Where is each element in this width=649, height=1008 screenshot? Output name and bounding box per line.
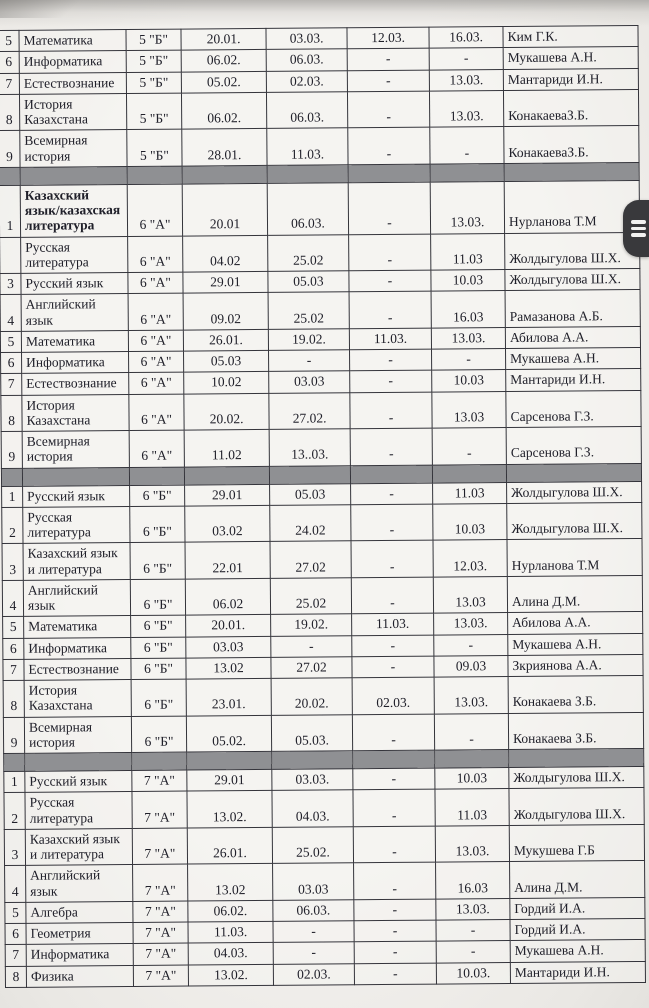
separator-cell [20, 166, 127, 185]
class-cell: 5 "Б" [126, 93, 181, 130]
date-cell: 13.03. [434, 677, 508, 714]
row-number-cell: 8 [5, 966, 26, 987]
subject-cell: Физика [26, 965, 133, 987]
subject-cell: Русская литература [21, 236, 128, 273]
date-cell: 11.03. [267, 128, 348, 165]
date-cell: 26.01. [183, 329, 268, 351]
exam-schedule-table [0, 25, 646, 988]
teacher-cell: Жолдыгулова Ш.Х. [505, 268, 640, 290]
date-cell: 06.03. [267, 183, 348, 235]
table-row [5, 861, 645, 903]
date-cell: 11.03 [435, 789, 509, 826]
teacher-cell: Нурланова Т.М [507, 539, 642, 577]
date-cell: 11.03. [349, 328, 431, 350]
date-cell: 27.02 [270, 541, 351, 578]
date-cell: 29.01 [183, 271, 268, 293]
row-number-cell: 3 [0, 273, 21, 294]
class-cell: 7 "А" [133, 965, 188, 987]
teacher-cell: Рамазанова А.Б. [505, 290, 640, 328]
subject-cell: Русская литература [23, 506, 130, 543]
table-row [1, 390, 641, 432]
separator-cell [129, 467, 184, 485]
class-cell: 7 "А" [132, 791, 187, 828]
date-cell: 23.01. [186, 678, 271, 715]
date-cell: 10.03 [431, 270, 505, 292]
date-cell: 29.01 [187, 769, 272, 791]
date-cell: - [271, 635, 352, 657]
date-cell: 13..03. [269, 429, 350, 466]
subject-cell: Математика [24, 616, 131, 638]
date-cell: 03.02 [185, 505, 270, 542]
subject-cell: Английский язык [21, 294, 128, 331]
teacher-cell: Мантариди И.Н. [510, 961, 645, 983]
subject-cell: Информатика [24, 637, 131, 659]
row-number-cell: 3 [2, 544, 23, 581]
row-number-cell: 4 [5, 866, 26, 903]
date-cell: - [352, 656, 434, 678]
separator-cell [435, 750, 509, 769]
date-cell: - [353, 789, 435, 826]
separator-cell [272, 751, 353, 770]
row-number-cell [0, 237, 21, 274]
row-number-cell: 2 [2, 507, 23, 544]
subject-cell: История Казахстана [24, 680, 131, 717]
row-number-cell: 1 [2, 486, 23, 507]
subject-cell: История Казахстана [22, 394, 129, 431]
teacher-cell: Жолдыгулова Ш.Х. [507, 481, 642, 503]
date-cell: 05.03 [270, 483, 351, 505]
row-number-cell: 1 [0, 185, 21, 237]
date-cell: - [354, 862, 436, 899]
subject-cell: Математика [19, 30, 126, 52]
class-cell: 5 "Б" [126, 50, 181, 72]
row-number-cell: 5 [0, 30, 19, 51]
row-number-cell: 5 [3, 617, 24, 638]
subject-cell: Казахский язык и литература [25, 828, 132, 865]
teacher-cell: Мукашева А.Н. [503, 47, 638, 69]
table-row [2, 502, 642, 544]
date-cell: 02.03. [266, 70, 347, 92]
table-row [0, 89, 639, 131]
date-cell: 10.03. [436, 962, 510, 984]
separator-cell [350, 465, 432, 484]
date-cell: 13.03. [429, 90, 503, 127]
date-cell: - [352, 714, 434, 751]
teacher-cell: КонакаеваЗ.Б. [503, 89, 638, 127]
row-number-cell: 7 [5, 945, 26, 966]
date-cell: - [273, 942, 354, 964]
row-number-cell: 2 [4, 793, 25, 830]
separator-cell [504, 162, 639, 181]
row-number-cell: 9 [1, 431, 22, 468]
row-number-cell: 1 [4, 771, 25, 792]
separator-cell [509, 748, 644, 767]
date-cell: 09.03 [434, 655, 508, 677]
date-cell: 20.01. [186, 615, 271, 637]
table-row [0, 180, 640, 237]
date-cell: 09.02 [183, 293, 268, 330]
table-row [3, 675, 643, 717]
date-cell: 11.03 [431, 233, 505, 270]
date-cell: - [349, 291, 431, 328]
date-cell: 20.02. [184, 393, 269, 430]
date-cell: 16.03 [431, 291, 505, 328]
teacher-cell: Мантариди И.Н. [503, 68, 638, 90]
date-cell: - [347, 91, 429, 128]
date-cell: 06.03. [266, 92, 347, 129]
date-cell: 03.03 [269, 371, 350, 393]
date-cell: - [436, 941, 510, 963]
date-cell: - [352, 635, 434, 657]
separator-cell [267, 165, 348, 184]
table-row [1, 426, 641, 468]
teacher-cell: Мукашева А.Н. [508, 633, 643, 655]
row-number-cell: 6 [1, 352, 22, 373]
table-row [5, 961, 645, 987]
separator-cell [127, 166, 182, 184]
date-cell: - [436, 920, 510, 942]
subject-cell: Информатика [22, 352, 129, 374]
date-cell: 19.02. [271, 614, 352, 636]
date-cell: 12.03. [347, 27, 429, 49]
class-cell: 6 "Б" [130, 485, 185, 507]
teacher-cell: Абилова А.А. [508, 612, 643, 634]
date-cell: - [351, 504, 433, 541]
teacher-cell: Жолдыгулова Ш.Х. [509, 788, 644, 826]
separator-cell [1, 468, 22, 486]
subject-cell: Информатика [19, 51, 126, 73]
date-cell: - [349, 270, 431, 292]
table-row [4, 788, 644, 830]
class-cell: 7 "А" [133, 864, 188, 901]
date-cell: 13.03. [431, 327, 505, 349]
class-cell: 6 "А" [129, 351, 184, 373]
date-cell: - [350, 428, 432, 465]
date-cell: 25.02 [268, 292, 349, 329]
table-row [2, 539, 642, 581]
subject-cell: Информатика [26, 944, 133, 966]
teacher-cell: Мантариди И.Н. [506, 369, 641, 391]
date-cell: 25.02 [270, 578, 351, 615]
date-cell: 27.02. [269, 392, 350, 429]
teacher-cell: КонакаеваЗ.Б. [504, 126, 639, 164]
date-cell: 13.03. [430, 181, 504, 233]
row-number-cell: 6 [3, 638, 24, 659]
subject-cell: Естествознание [19, 72, 126, 94]
subject-cell: Геометрия [26, 922, 133, 944]
date-cell: 06.03. [266, 49, 347, 71]
row-number-cell: 9 [3, 717, 24, 754]
date-cell: 22.01 [185, 542, 270, 579]
date-cell: 29.01 [185, 484, 270, 506]
subject-cell: Казахский язык/казахская литература [20, 184, 127, 237]
date-cell: 20.02. [271, 678, 352, 715]
date-cell: 13.03. [435, 825, 509, 862]
date-cell: 03.03 [273, 863, 354, 900]
class-cell: 6 "А" [127, 184, 182, 236]
class-cell: 6 "А" [129, 394, 184, 431]
row-number-cell: 8 [3, 680, 24, 717]
row-number-cell: 6 [0, 52, 19, 73]
row-number-cell: 8 [0, 94, 20, 131]
class-cell: 5 "Б" [127, 129, 182, 166]
date-cell: 03.03 [186, 636, 271, 658]
separator-cell [432, 464, 506, 483]
date-cell: 13.02 [186, 657, 271, 679]
date-cell: - [434, 713, 508, 750]
date-cell: - [434, 634, 508, 656]
separator-cell [0, 167, 20, 185]
teacher-cell: Сарсенова Г.З. [506, 426, 641, 464]
table-row [2, 575, 642, 617]
teacher-cell: Мукушева Г.Б [509, 824, 644, 862]
subject-cell: История Казахстана [19, 93, 126, 130]
date-cell: 06.02. [188, 900, 273, 922]
teacher-cell: Жолдыгулова Ш.Х. [505, 232, 640, 270]
separator-cell [348, 164, 430, 183]
teacher-cell: Жолдыгулова Ш.Х. [507, 502, 642, 540]
date-cell: - [354, 963, 436, 985]
teacher-cell: Нурланова Т.М [504, 180, 639, 233]
date-cell: 12.03. [433, 540, 507, 577]
date-cell: 10.03 [433, 503, 507, 540]
date-cell: 13.02. [188, 964, 273, 986]
subject-cell: Всемирная история [20, 130, 127, 167]
separator-cell [187, 751, 272, 770]
date-cell: - [431, 349, 505, 371]
date-cell: 10.03 [435, 768, 509, 790]
separator-cell [353, 750, 435, 769]
scan-corner-shadow [0, 0, 90, 18]
class-cell: 6 "А" [128, 330, 183, 352]
date-cell: 20.01. [181, 28, 266, 50]
subject-cell: Естествознание [24, 658, 131, 680]
date-cell: 13.03. [434, 613, 508, 635]
subject-cell: Английский язык [23, 579, 130, 616]
teacher-cell: Абилова А.А. [505, 326, 640, 348]
date-cell: - [351, 483, 433, 505]
date-cell: - [353, 826, 435, 863]
date-cell: 13.03. [429, 69, 503, 91]
class-cell: 6 "А" [129, 430, 184, 467]
class-cell: 6 "Б" [130, 506, 185, 543]
row-number-cell: 5 [0, 331, 21, 352]
class-cell: 6 "Б" [130, 542, 185, 579]
scan-edge-shadow [0, 0, 649, 27]
class-cell: 6 "Б" [130, 579, 185, 616]
row-number-cell: 9 [0, 131, 20, 168]
teacher-cell: Мукашева А.Н. [510, 940, 645, 962]
subject-cell: Русская литература [25, 792, 132, 829]
table-row [0, 126, 639, 168]
subject-cell: Английский язык [26, 865, 133, 902]
date-cell: 13.03. [436, 898, 510, 920]
separator-cell [25, 752, 132, 771]
date-cell: 20.01 [182, 183, 267, 235]
date-cell: 19.02. [268, 329, 349, 351]
class-cell: 5 "Б" [126, 29, 181, 51]
date-cell: 11.03. [188, 921, 273, 943]
separator-cell [269, 465, 350, 484]
row-number-cell: 3 [4, 829, 25, 866]
row-number-cell: 4 [2, 580, 23, 617]
date-cell: 05.03 [184, 350, 269, 372]
date-cell: 24.02 [270, 505, 351, 542]
class-cell: 6 "Б" [131, 716, 186, 753]
menu-button[interactable] [623, 200, 649, 257]
row-number-cell: 8 [1, 395, 22, 432]
date-cell: 04.03. [188, 943, 273, 965]
date-cell: 11.03 [433, 482, 507, 504]
class-cell: 7 "А" [132, 828, 187, 865]
subject-cell: Всемирная история [22, 431, 129, 468]
class-cell: 7 "А" [132, 770, 187, 792]
teacher-cell: Алина Д.М. [510, 861, 645, 899]
date-cell: - [347, 48, 429, 70]
table-row [4, 824, 644, 866]
date-cell: - [347, 70, 429, 92]
subject-cell: Математика [21, 330, 128, 352]
date-cell: - [354, 920, 436, 942]
class-cell: 6 "Б" [131, 679, 186, 716]
date-cell: 25.02. [272, 827, 353, 864]
class-cell: 5 "Б" [126, 72, 181, 94]
class-cell: 6 "Б" [131, 658, 186, 680]
separator-cell [184, 466, 269, 485]
date-cell: 27.02 [271, 657, 352, 679]
teacher-cell: Гордий И.А. [510, 918, 645, 940]
date-cell: - [348, 127, 430, 164]
subject-cell: Русский язык [25, 770, 132, 792]
date-cell: - [432, 428, 506, 465]
teacher-cell: Жолдыгулова Ш.Х. [509, 766, 644, 788]
class-cell: 6 "Б" [131, 615, 186, 637]
subject-cell: Всемирная история [24, 716, 131, 753]
date-cell: - [354, 899, 436, 921]
row-number-cell: 7 [0, 73, 19, 94]
row-number-cell: 5 [5, 902, 26, 923]
date-cell: 05.03. [271, 714, 352, 751]
date-cell: 03.03. [266, 28, 347, 50]
date-cell: 02.03. [273, 963, 354, 985]
table-row [0, 232, 640, 274]
class-cell: 6 "А" [128, 272, 183, 294]
date-cell: 06.02. [181, 92, 266, 129]
date-cell: - [273, 921, 354, 943]
date-cell: 11.03. [352, 613, 434, 635]
date-cell: - [351, 577, 433, 614]
separator-cell [506, 463, 641, 482]
class-cell: 6 "А" [128, 293, 183, 330]
teacher-cell: Конакаева З.Б. [508, 675, 643, 713]
class-cell: 7 "А" [133, 901, 188, 923]
class-cell: 7 "А" [133, 922, 188, 944]
row-number-cell: 7 [3, 659, 24, 680]
teacher-cell: Ким Г.К. [503, 25, 638, 47]
date-cell: 04.02 [183, 235, 268, 272]
subject-cell: Русский язык [23, 485, 130, 507]
subject-cell: Алгебра [26, 901, 133, 923]
date-cell: 04.03. [272, 790, 353, 827]
class-cell: 6 "А" [129, 372, 184, 394]
date-cell: 02.03. [352, 677, 434, 714]
date-cell: 06.02 [185, 578, 270, 615]
date-cell: 13.02 [188, 864, 273, 901]
date-cell: 10.02 [184, 372, 269, 394]
schedule-table-body [0, 25, 645, 987]
date-cell: 03.03. [272, 769, 353, 791]
date-cell: 28.01. [182, 129, 267, 166]
class-cell: 6 "Б" [131, 637, 186, 659]
teacher-cell: Гордий И.А. [510, 897, 645, 919]
date-cell: - [269, 350, 350, 372]
date-cell: - [429, 48, 503, 70]
date-cell: - [350, 349, 432, 371]
teacher-cell: Мукашева А.Н. [505, 347, 640, 369]
class-cell: 7 "А" [133, 943, 188, 965]
subject-cell: Русский язык [21, 273, 128, 295]
teacher-cell: Алина Д.М. [507, 575, 642, 613]
date-cell: 13.03 [432, 391, 506, 428]
date-cell: - [350, 392, 432, 429]
teacher-cell: Конакаева З.Б. [508, 712, 643, 750]
date-cell: 11.02 [184, 429, 269, 466]
separator-cell [4, 753, 25, 771]
row-number-cell: 4 [0, 295, 21, 332]
table-row [3, 712, 643, 754]
separator-cell [22, 467, 129, 486]
date-cell: 05.02. [186, 715, 271, 752]
teacher-cell: Зкриянова А.А. [508, 654, 643, 676]
date-cell: 13.03 [433, 576, 507, 613]
date-cell: 05.02. [181, 71, 266, 93]
row-number-cell: 7 [1, 374, 22, 395]
date-cell: - [430, 127, 504, 164]
table-row [0, 290, 640, 332]
date-cell: 10.03 [432, 370, 506, 392]
separator-cell [132, 752, 187, 770]
separator-cell [182, 165, 267, 184]
class-cell: 6 "А" [128, 236, 183, 273]
date-cell: - [348, 182, 430, 234]
date-cell: - [351, 540, 433, 577]
date-cell: - [353, 768, 435, 790]
date-cell: - [354, 941, 436, 963]
date-cell: 06.03. [273, 900, 354, 922]
subject-cell: Естествознание [22, 373, 129, 395]
separator-cell [430, 163, 504, 182]
teacher-cell: Сарсенова Г.З. [506, 390, 641, 428]
date-cell: 16.03. [429, 27, 503, 49]
subject-cell: Казахский язык и литература [23, 543, 130, 580]
date-cell: 06.02. [181, 50, 266, 72]
date-cell: 26.01. [187, 827, 272, 864]
date-cell: - [350, 370, 432, 392]
date-cell: - [349, 234, 431, 271]
row-number-cell: 6 [5, 923, 26, 944]
date-cell: 13.02. [187, 791, 272, 828]
date-cell: 05.03 [268, 271, 349, 293]
date-cell: 16.03 [436, 862, 510, 899]
date-cell: 25.02 [268, 234, 349, 271]
